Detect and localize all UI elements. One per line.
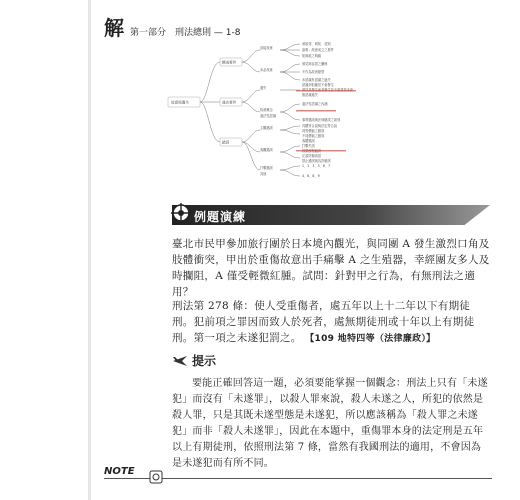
tip-text: 要能正確回答這一題，必須要能掌握一個觀念：刑法上只有「未遂犯」而沒有「未遂罪」，以殺人罪來說，殺人未遂之人，所犯的依然是殺人罪，只是其既未遂型態是未遂犯，所以應該稱為「殺人罪之未遂犯」而非「殺人未遂罪」，因此在本題中，重傷罪本身的法定刑是五年以上有期徒刑，依照刑法第 7 條，當然有我國刑法的適用，不會因為是未遂犯而有所不同。 xyxy=(172,378,488,469)
mm-l1-1: 違法要件 xyxy=(222,100,237,105)
example-banner xyxy=(172,205,490,225)
tip-title: 提示 xyxy=(192,354,217,368)
mm-root: 故意與過失 xyxy=(171,100,189,105)
mm-l2-1: 未必故意 xyxy=(260,68,273,72)
header-glyph: 解 xyxy=(104,16,124,40)
mm-leaf-18: 禁止錯誤與容許錯誤 xyxy=(302,159,331,163)
tip-heading xyxy=(172,352,216,369)
example-answer xyxy=(172,298,490,347)
mm-leaf-9: 違法性認識之內涵 xyxy=(302,102,328,106)
mm-l2-4: 違法性認識 xyxy=(260,114,276,118)
note-label: NOTE xyxy=(104,466,135,477)
mm-leaf-0: 意欲得、明知、認知 xyxy=(302,42,331,46)
crosshair-icon xyxy=(170,202,192,224)
mm-leaf-5: 未認識有認識之過失 xyxy=(302,78,331,82)
mm-leaf-3: 預見與容認之關係 xyxy=(302,62,328,66)
mm-leaf-11: 具體符合說與法定符合說 xyxy=(302,124,338,128)
example-source: 【109 地特四等（法律廉政）】 xyxy=(305,334,436,344)
margin-band xyxy=(88,0,91,500)
mind-map xyxy=(160,42,490,182)
mm-leaf-8: 無認識過失 xyxy=(302,93,318,97)
mm-l2-8: 其他 xyxy=(260,172,267,176)
mm-leaf-4: 不作為故意類型 xyxy=(302,70,325,74)
mm-leaf-2: 知與欲之明確 xyxy=(302,54,322,58)
page-header xyxy=(104,12,241,40)
mm-leaf-1: 說明：故意成立之要件 xyxy=(302,48,334,52)
mm-leaf-19: 1、2、3、5、6、7 xyxy=(302,164,331,168)
example-title: 例題演練 xyxy=(194,210,247,224)
mm-leaf-6: 認識到但確信不會發生 xyxy=(302,83,334,87)
header-title: 第一部分 刑法總則 — 1-8 xyxy=(130,28,241,38)
mm-leaf-20: 4、6、8、9 xyxy=(302,174,320,178)
mm-l1-2: 錯誤 xyxy=(222,140,230,145)
example-question: 臺北市民甲參加旅行團於日本境內觀光，與同團 A 發生激烈口角及肢體衝突，甲出於重傷故意出手痛擊 A 之生殖器，幸經團友多人及時攔阻，A 僅受輕微紅腫。試問：針對甲之行為，有無刑法之適用？ xyxy=(172,238,490,298)
mm-leaf-13: 不同價值之錯誤 xyxy=(302,134,325,138)
mm-l1-0: 構成要件 xyxy=(222,60,237,65)
left-margin xyxy=(0,0,86,500)
mm-leaf-14: 客體錯誤 xyxy=(302,139,315,143)
page-icon xyxy=(148,470,164,484)
mm-l2-7: 打擊錯誤 xyxy=(260,166,273,170)
mind-map-svg xyxy=(160,42,490,182)
mm-l2-3: 故意概念 xyxy=(260,108,273,112)
mm-l2-6: 客觀錯誤 xyxy=(260,148,273,152)
example-answer-text: 刑法第 278 條：使人受重傷者，處五年以上十二年以下有期徒刑。犯前項之罪因而致人於死者，處無期徒刑或十年以上有期徒刑。第一項之未遂犯罰之。 xyxy=(172,300,475,344)
airplane-icon xyxy=(172,354,188,368)
mm-leaf-15: 打擊失誤 xyxy=(302,144,315,148)
mm-l2-5: 主觀錯誤 xyxy=(260,126,273,130)
mm-l2-2: 過失 xyxy=(260,86,267,90)
mm-leaf-17: 正當防衛誤認 xyxy=(302,154,322,158)
mm-leaf-10: 事實錯誤與法律錯誤之區別 xyxy=(302,118,341,122)
mm-leaf-12: 同等價值之錯誤 xyxy=(302,129,325,133)
mm-l2-0: 直接故意 xyxy=(260,46,273,50)
